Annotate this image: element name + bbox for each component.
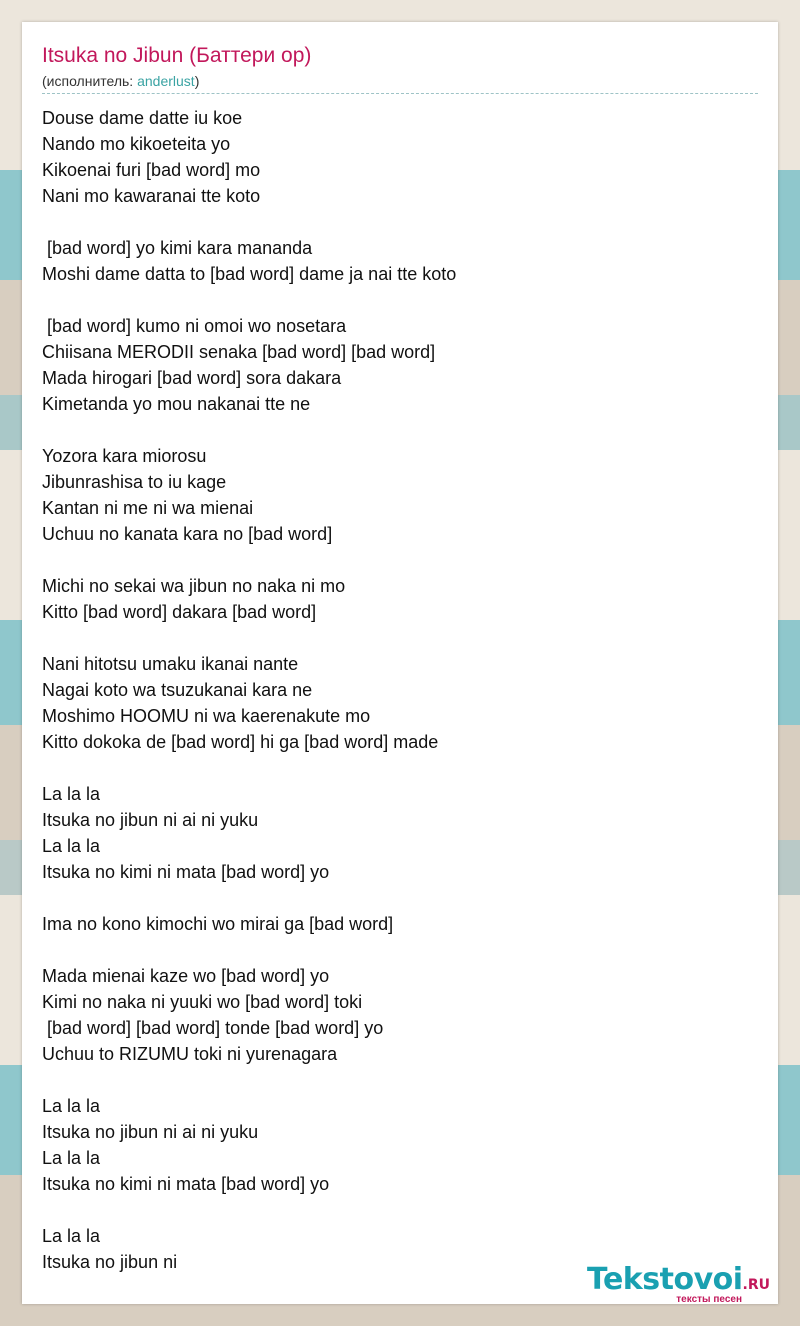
artist-suffix: ) xyxy=(194,73,200,89)
verse xyxy=(42,313,758,417)
verse xyxy=(42,573,758,625)
lyric-line: La la la xyxy=(42,1096,101,1116)
lyric-line: Jibunrashisa to iu kage xyxy=(42,472,227,492)
artist-link[interactable]: anderlust xyxy=(137,73,195,89)
lyric-line: Uchuu no kanata kara no [bad word] xyxy=(42,524,333,544)
lyrics-text xyxy=(42,105,758,1301)
verse xyxy=(42,911,758,937)
tekstovoi-logo[interactable] xyxy=(570,1262,778,1304)
lyric-line: Chiisana MERODII senaka [bad word] [bad word] xyxy=(42,342,436,362)
verse xyxy=(42,963,758,1067)
verse xyxy=(42,235,758,287)
lyric-line: Mada mienai kaze wo [bad word] yo xyxy=(42,966,330,986)
lyric-line: Itsuka no jibun ni xyxy=(42,1252,178,1272)
lyric-line: Ima no kono kimochi wo mirai ga [bad word] xyxy=(42,914,394,934)
lyric-line: Kitto dokoka de [bad word] hi ga [bad word] made xyxy=(42,732,439,752)
artist-line xyxy=(42,73,199,89)
lyric-line: Moshimo HOOMU ni wa kaerenakute mo xyxy=(42,706,371,726)
lyric-line: Michi no sekai wa jibun no naka ni mo xyxy=(42,576,346,596)
lyric-line: Mada hirogari [bad word] sora dakara xyxy=(42,368,342,388)
verse xyxy=(42,1093,758,1197)
lyrics-card xyxy=(22,22,778,1304)
lyric-line: Itsuka no jibun ni ai ni yuku xyxy=(42,810,259,830)
logo-tld: .RU xyxy=(742,1277,770,1293)
lyric-line: Nando mo kikoeteita yo xyxy=(42,134,231,154)
lyric-line: Itsuka no kimi ni mata [bad word] yo xyxy=(42,1174,330,1194)
logo-main-text: Tekstovoi xyxy=(586,1262,743,1297)
lyric-line: La la la xyxy=(42,1148,101,1168)
verse xyxy=(42,781,758,885)
lyric-line: Douse dame datte iu koe xyxy=(42,108,243,128)
lyric-line: Kimi no naka ni yuuki wo [bad word] toki xyxy=(42,992,363,1012)
lyric-line: Moshi dame datta to [bad word] dame ja nai tte koto xyxy=(42,264,457,284)
lyric-line: Nani hitotsu umaku ikanai nante xyxy=(42,654,299,674)
lyric-line: [bad word] kumo ni omoi wo nosetara xyxy=(42,316,347,336)
lyric-line: La la la xyxy=(42,1226,101,1246)
lyric-line: [bad word] [bad word] tonde [bad word] yo xyxy=(42,1018,384,1038)
lyric-line: [bad word] yo kimi kara mananda xyxy=(42,238,313,258)
lyric-line: La la la xyxy=(42,784,101,804)
logo-tagline: тексты песен xyxy=(676,1294,742,1305)
logo-wordmark xyxy=(587,1262,770,1297)
lyric-line: Nagai koto wa tsuzukanai kara ne xyxy=(42,680,313,700)
lyric-line: Nani mo kawaranai tte koto xyxy=(42,186,261,206)
song-title: Itsuka no Jibun (Баттери op) xyxy=(42,44,312,67)
lyric-line: Itsuka no kimi ni mata [bad word] yo xyxy=(42,862,330,882)
title-divider xyxy=(42,93,758,94)
lyric-line: Itsuka no jibun ni ai ni yuku xyxy=(42,1122,259,1142)
lyric-line: Kimetanda yo mou nakanai tte ne xyxy=(42,394,311,414)
lyric-line: Yozora kara miorosu xyxy=(42,446,207,466)
verse xyxy=(42,443,758,547)
lyric-line: Kantan ni me ni wa mienai xyxy=(42,498,254,518)
verse xyxy=(42,105,758,209)
lyric-line: Uchuu to RIZUMU toki ni yurenagara xyxy=(42,1044,338,1064)
artist-prefix: (исполнитель: xyxy=(42,73,138,89)
lyric-line: La la la xyxy=(42,836,101,856)
verse xyxy=(42,651,758,755)
lyric-line: Kitto [bad word] dakara [bad word] xyxy=(42,602,317,622)
lyric-line: Kikoenai furi [bad word] mo xyxy=(42,160,261,180)
